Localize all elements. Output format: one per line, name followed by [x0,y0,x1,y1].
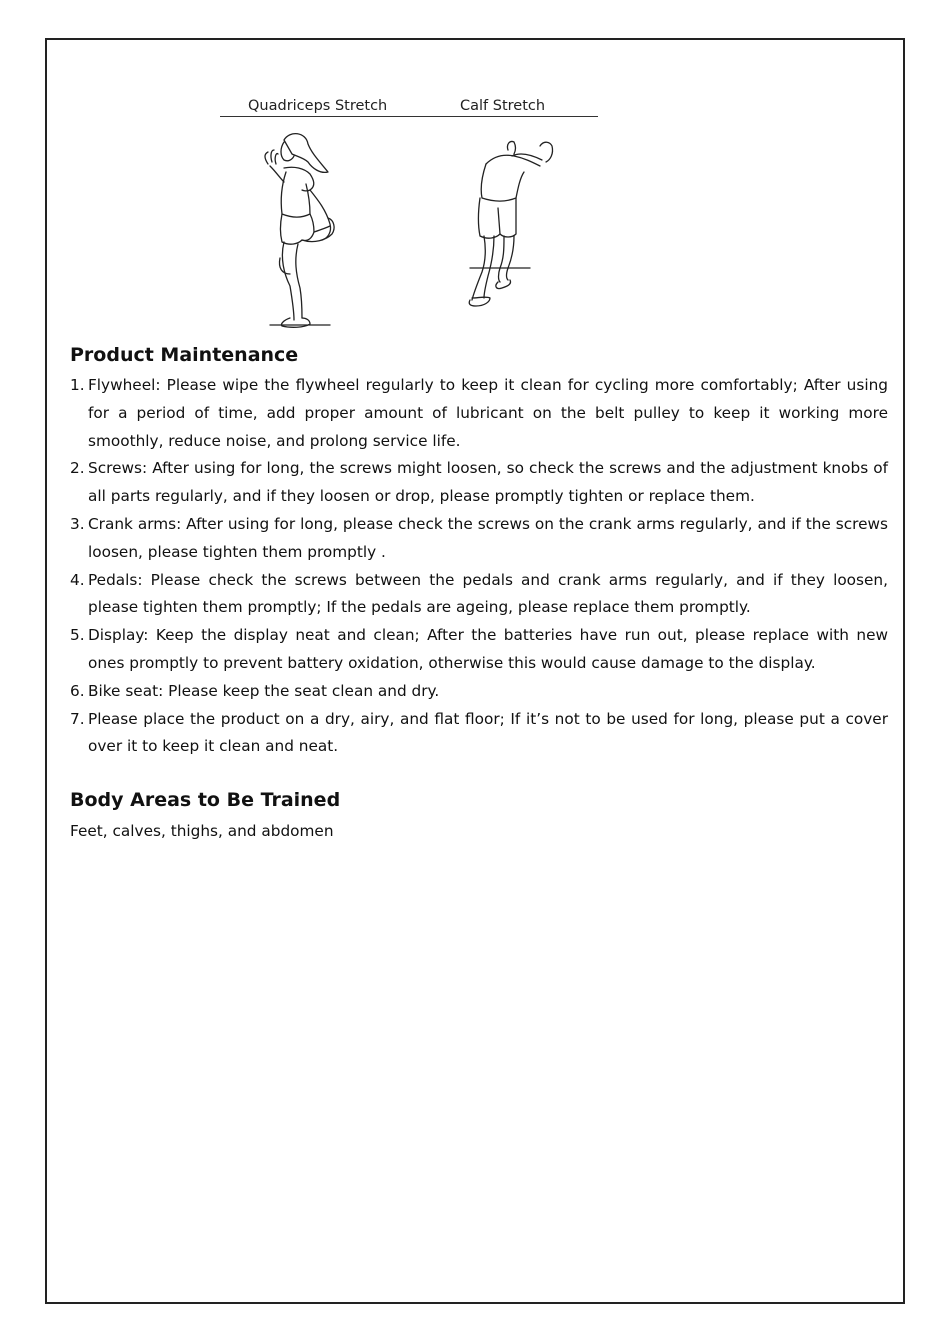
list-item [70,511,888,567]
body-areas-text: Feet, calves, thighs, and abdomen [70,822,334,840]
maintenance-list [70,372,888,761]
quadriceps-stretch-caption: Quadriceps Stretch [248,98,388,114]
list-item-number: 3. [70,514,85,533]
list-item-number: 5. [70,626,85,645]
quadriceps-stretch-illustration [250,128,350,333]
list-item-text: Flywheel: Please wipe the flywheel regularly to keep it clean for cycling more comfortably; After using for a period of time, add proper amount of lubricant on the belt pulley to keep it working more smoothly, reduce noise, and prolong service life. [88,376,888,450]
calf-stretch-illustration [464,136,574,311]
list-item-text: Bike seat: Please keep the seat clean and dry. [88,681,440,700]
list-item-number: 4. [70,570,85,589]
list-item-number: 2. [70,459,85,478]
list-item [70,706,888,762]
list-item-number: 1. [70,376,85,394]
product-maintenance-heading: Product Maintenance [70,344,299,366]
list-item-text: Screws: After using for long, the screws might loosen, so check the screws and the adjustment knobs of all parts regularly, and if they loosen or drop, please promptly tighten or replace them. [88,459,888,506]
list-item [70,567,888,623]
list-item-number: 6. [70,681,85,700]
list-item-text: Display: Keep the display neat and clean; After the batteries have run out, please replace with new ones promptly to prevent battery oxidation, otherwise this would cause damage to the display. [88,626,888,672]
list-item [70,622,888,678]
list-item [70,678,888,706]
body-areas-heading: Body Areas to Be Trained [70,789,341,811]
list-item [70,372,888,455]
calf-stretch-caption: Calf Stretch [460,98,546,114]
list-item [70,455,888,511]
list-item-text: Crank arms: After using for long, please check the screws on the crank arms regularly, and if the screws loosen, please tighten them promptly . [88,514,888,561]
list-item-text: Please place the product on a dry, airy, and flat floor; If it’s not to be used for long, please put a cover over it to keep it clean and neat. [88,709,888,756]
list-item-text: Pedals: Please check the screws between the pedals and crank arms regularly, and if they loosen, please tighten them promptly; If the pedals are ageing, please replace them promptly. [88,570,888,617]
caption-underline [220,116,598,117]
list-item-number: 7. [70,709,85,728]
